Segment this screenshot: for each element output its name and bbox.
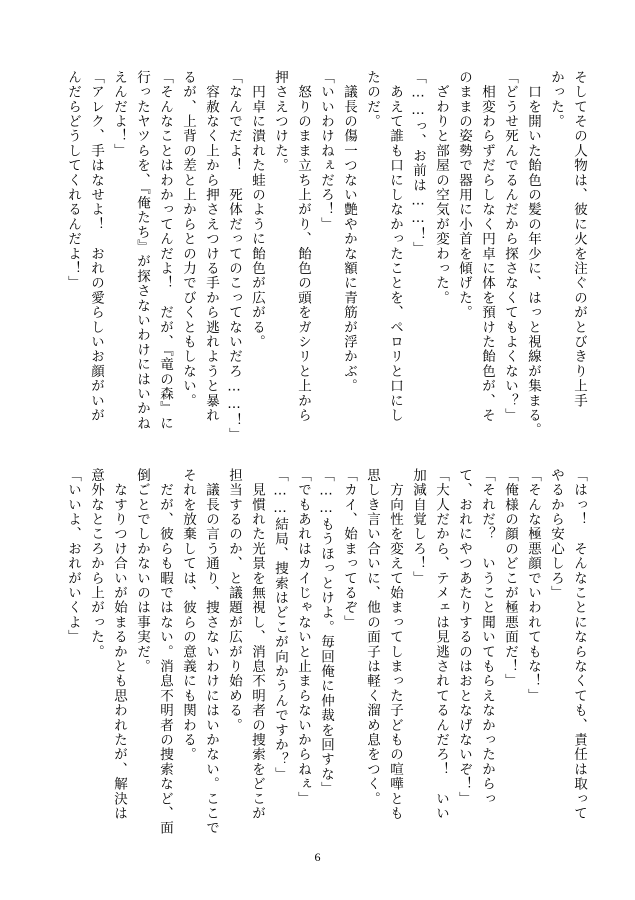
text-line: 「大人だから、テメェは見逃されてるんだろ！ いい <box>433 468 449 821</box>
text-line: たのだ。 <box>364 70 380 129</box>
text-line: のままの姿勢で器用に小首を傾げた。 <box>456 70 472 320</box>
text-line: なすりつけ合いが始まるかとも思われたが、解決は <box>111 468 127 821</box>
text-line: るが、上背の差と上からとの力でびくともしない。 <box>180 70 196 409</box>
text-line: 「そんな極悪顔でいわれてもな！」 <box>525 468 541 704</box>
text-line: そしてその人物は、彼に火を注ぐのがとびきり上手 <box>571 70 587 409</box>
text-line: 「どうせ死んでるんだから探さなくてもよくない？」 <box>502 70 518 423</box>
text-line: 「いいよ、おれがいくよ」 <box>65 468 81 645</box>
text-line: それを放棄しては、彼らの意義にも関わる。 <box>180 468 196 762</box>
text-line: 円卓に潰れた蛙のように飴色が広がる。 <box>249 70 265 350</box>
upper-text-column <box>61 70 590 443</box>
text-line: 担当するのか、と議題が広がり始める。 <box>226 468 242 733</box>
text-line: 思しき言い合いに、他の面子は軽く溜め息をつく。 <box>364 468 380 807</box>
text-line: んだらどうしてくれるんだよ！」 <box>65 70 81 291</box>
text-line: 容赦なく上から押さえつける手から逃れようと暴れ <box>203 70 219 423</box>
text-line: 倒ごとでしかないのは事実だ。 <box>134 468 150 674</box>
text-line: だが、彼らも暇ではない。消息不明者の捜索など、面 <box>157 468 173 836</box>
text-line: 「でもあれはカイじゃないと止まらないからねぇ」 <box>295 468 311 807</box>
text-line: 「それだ？ いうこと聞いてもらえなかったからっ <box>479 468 495 807</box>
text-line: 見慣れた光景を無視し、消息不明者の捜索をどこが <box>249 468 265 821</box>
page-number: 6 <box>314 850 321 864</box>
text-line: 「……っ、お前は……！」 <box>410 70 426 257</box>
text-line: えんだよ！」 <box>111 70 127 159</box>
text-line: 押さえつけた。 <box>272 70 288 173</box>
text-line: 議長の傷一つない艶やかな額に青筋が浮かぶ。 <box>341 70 357 394</box>
text-line: かった。 <box>548 70 564 129</box>
text-line: 「……結局、捜索はどこが向かうんですか？」 <box>272 468 288 782</box>
text-line: 「いいわけねぇだろ！」 <box>318 70 334 232</box>
text-line: 「俺様の顔のどこが極悪面だ！」 <box>502 468 518 689</box>
text-line: 「なんでだよ！ 死体だってのこってないだろ……！」 <box>226 70 242 443</box>
text-line: 加減自覚しろ！」 <box>410 468 426 586</box>
text-line: やるから安心しろ」 <box>548 468 564 601</box>
text-line: 「はっ！ そんなことにならなくても、責任は取って <box>571 468 587 821</box>
text-line: 方向性を変えて始まってしまった子どもの喧嘩とも <box>387 468 403 821</box>
text-line: 怒りのまま立ち上がり、飴色の頭をガシリと上から <box>295 70 311 423</box>
text-line: ざわりと部屋の空気が変わった。 <box>433 70 449 306</box>
text-line: 口を開いた飴色の髪の年少に、はっと視線が集まる。 <box>525 70 541 438</box>
text-line: 「そんなことはわかってんだよ！ だが、『竜の森』に <box>157 70 173 431</box>
text-line: 意外なところから上がった。 <box>88 468 104 660</box>
text-line: 「アレク、手はなせよ！ おれの愛らしいお顔がいが <box>88 70 104 423</box>
text-line: て、おれにやつあたりするのはおとなげないぞ！」 <box>456 468 472 807</box>
lower-text-column <box>61 468 590 836</box>
text-line: あえて誰も口にしなかったことを、ペロリと口にし <box>387 70 403 423</box>
text-line: 議長の言う通り、捜さないわけにはいかない。ここで <box>203 468 219 836</box>
text-line: 相変わらずだらしなく円卓に体を預けた飴色が、そ <box>479 70 495 423</box>
text-line: 「……もうほっとけよ。毎回俺に仲裁を回すな」 <box>318 468 334 797</box>
text-line: 「カイ、始まってるぞ」 <box>341 468 357 630</box>
text-line: 行ったヤツらを、『俺たち』が探さないわけにはいかね <box>134 70 150 431</box>
